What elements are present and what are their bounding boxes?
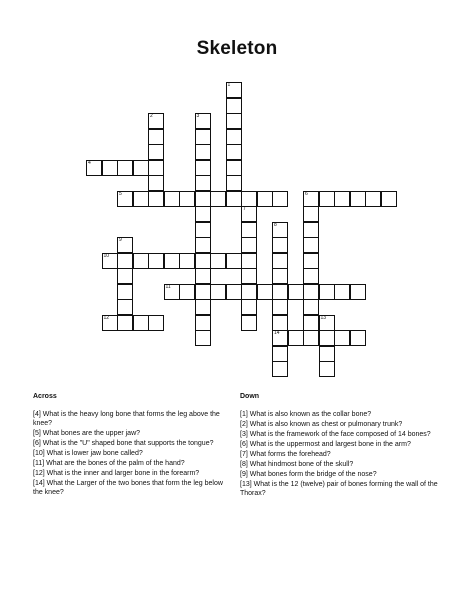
clue-text: What is the heavy long bone that forms the leg above the knee? bbox=[33, 411, 220, 427]
grid-cell[interactable] bbox=[241, 284, 257, 300]
grid-cell[interactable] bbox=[195, 160, 211, 176]
grid-cell[interactable] bbox=[226, 284, 242, 300]
grid-cell[interactable] bbox=[117, 315, 133, 331]
grid-cell[interactable] bbox=[148, 175, 164, 191]
grid-cell[interactable] bbox=[148, 315, 164, 331]
grid-cell[interactable] bbox=[272, 284, 288, 300]
grid-cell[interactable] bbox=[350, 330, 366, 346]
grid-cell[interactable] bbox=[365, 191, 381, 207]
grid-cell[interactable] bbox=[334, 191, 350, 207]
cell-number: 3 bbox=[196, 113, 200, 119]
grid-cell[interactable] bbox=[319, 330, 335, 346]
across-clue bbox=[33, 469, 233, 478]
grid-cell[interactable] bbox=[195, 129, 211, 145]
cell-number: 7 bbox=[243, 206, 246, 212]
clue-number: [8] bbox=[240, 461, 248, 468]
clue-number: [4] bbox=[33, 411, 41, 418]
clue-text: What the Larger of the two bones that form the leg below the knee? bbox=[33, 480, 223, 496]
clue-text: What is the "U" shaped bone that supports the tongue? bbox=[40, 440, 214, 447]
grid-cell[interactable] bbox=[272, 237, 288, 253]
grid-cell[interactable] bbox=[195, 315, 211, 331]
grid-cell[interactable] bbox=[303, 315, 319, 331]
grid-cell[interactable] bbox=[102, 160, 118, 176]
clue-number: [14] bbox=[33, 480, 45, 487]
grid-cell[interactable] bbox=[179, 253, 195, 269]
clue-number: [6] bbox=[240, 441, 248, 448]
grid-cell[interactable] bbox=[210, 253, 226, 269]
across-clue bbox=[33, 459, 233, 468]
grid-cell[interactable] bbox=[117, 268, 133, 284]
grid-cell[interactable] bbox=[148, 113, 164, 129]
across-clue bbox=[33, 439, 233, 448]
grid-cell[interactable] bbox=[179, 191, 195, 207]
clue-number: [5] bbox=[33, 430, 41, 437]
clue-number: [2] bbox=[240, 421, 248, 428]
grid-cell[interactable] bbox=[148, 129, 164, 145]
clue-number: [11] bbox=[33, 460, 45, 467]
grid-cell[interactable] bbox=[272, 253, 288, 269]
grid-cell[interactable] bbox=[133, 253, 149, 269]
cell-number: 5 bbox=[119, 190, 122, 197]
grid-cell[interactable] bbox=[226, 253, 242, 269]
clue-text: What bones are the upper jaw? bbox=[40, 430, 141, 437]
grid-cell[interactable] bbox=[381, 191, 397, 207]
grid-cell[interactable] bbox=[148, 253, 164, 269]
grid-cell[interactable] bbox=[195, 175, 211, 191]
clue-text: What forms the forehead? bbox=[247, 451, 331, 458]
grid-cell[interactable] bbox=[241, 268, 257, 284]
clue-number: [3] bbox=[240, 431, 248, 438]
grid-cell[interactable] bbox=[195, 268, 211, 284]
clue-number: [13] bbox=[240, 481, 252, 488]
grid-cell[interactable] bbox=[272, 346, 288, 362]
grid-cell[interactable] bbox=[226, 129, 242, 145]
grid-cell[interactable] bbox=[195, 237, 211, 253]
clue-text: What is the inner and larger bone in the forearm? bbox=[44, 470, 200, 477]
grid-cell[interactable] bbox=[86, 160, 102, 176]
clue-number: [1] bbox=[240, 411, 248, 418]
across-clue bbox=[33, 449, 233, 458]
grid-cell[interactable] bbox=[117, 237, 133, 253]
clue-number: [10] bbox=[33, 450, 45, 457]
grid-cell[interactable] bbox=[133, 160, 149, 176]
clue-text: What are the bones of the palm of the hand? bbox=[44, 460, 185, 467]
grid-cell[interactable] bbox=[303, 284, 319, 300]
grid-cell[interactable] bbox=[226, 191, 242, 207]
clue-text: What is also known as the collar bone? bbox=[247, 411, 372, 418]
clue-number: [9] bbox=[240, 471, 248, 478]
cell-number: 1 bbox=[227, 82, 231, 88]
down-clue bbox=[240, 460, 450, 469]
grid-cell[interactable] bbox=[272, 361, 288, 377]
grid-cell[interactable] bbox=[303, 222, 319, 238]
grid-cell[interactable] bbox=[117, 160, 133, 176]
grid-cell[interactable] bbox=[179, 284, 195, 300]
puzzle-title: Skeleton bbox=[196, 38, 278, 59]
grid-cell[interactable] bbox=[226, 98, 242, 114]
grid-cell[interactable] bbox=[319, 346, 335, 362]
grid-cell[interactable] bbox=[288, 284, 304, 300]
clue-text: What is also known as chest or pulmonary trunk? bbox=[247, 421, 403, 428]
grid-cell[interactable] bbox=[133, 315, 149, 331]
cell-number: 14 bbox=[274, 330, 280, 336]
grid-cell[interactable] bbox=[334, 284, 350, 300]
cell-number: 9 bbox=[119, 237, 122, 243]
grid-cell[interactable] bbox=[319, 284, 335, 300]
across-heading: Across bbox=[33, 393, 57, 400]
cell-number: 8 bbox=[274, 221, 277, 228]
across-clue bbox=[33, 479, 233, 497]
cell-number: 10 bbox=[103, 252, 110, 259]
grid-cell[interactable] bbox=[148, 144, 164, 160]
grid-cell[interactable] bbox=[210, 284, 226, 300]
grid-cell[interactable] bbox=[195, 113, 211, 129]
grid-cell[interactable] bbox=[226, 144, 242, 160]
grid-cell[interactable] bbox=[288, 330, 304, 346]
cell-number: 6 bbox=[305, 190, 308, 197]
clue-text: What hindmost bone of the skull? bbox=[247, 461, 354, 468]
grid-cell[interactable] bbox=[241, 191, 257, 207]
grid-cell[interactable] bbox=[195, 222, 211, 238]
grid-cell[interactable] bbox=[319, 315, 335, 331]
grid-cell[interactable] bbox=[241, 315, 257, 331]
grid-cell[interactable] bbox=[117, 284, 133, 300]
grid-cell[interactable] bbox=[241, 222, 257, 238]
across-clues bbox=[33, 393, 233, 498]
down-heading: Down bbox=[240, 393, 260, 400]
grid-cell[interactable] bbox=[303, 191, 319, 207]
across-clue bbox=[33, 429, 233, 438]
grid-cell[interactable] bbox=[226, 175, 242, 191]
clue-text: What bones form the bridge of the nose? bbox=[247, 471, 377, 478]
down-clues bbox=[240, 393, 450, 499]
grid-cell[interactable] bbox=[350, 191, 366, 207]
grid-cell[interactable] bbox=[272, 191, 288, 207]
grid-cell[interactable] bbox=[117, 299, 133, 315]
grid-cell[interactable] bbox=[257, 191, 273, 207]
grid-cell[interactable] bbox=[164, 284, 180, 300]
down-clue bbox=[240, 430, 450, 439]
grid-cell[interactable] bbox=[102, 253, 118, 269]
grid-cell[interactable] bbox=[319, 361, 335, 377]
grid-cell[interactable] bbox=[210, 191, 226, 207]
grid-cell[interactable] bbox=[164, 191, 180, 207]
cell-number: 2 bbox=[150, 113, 153, 119]
grid-cell[interactable] bbox=[226, 82, 242, 98]
grid-cell[interactable] bbox=[226, 160, 242, 176]
down-clue bbox=[240, 450, 450, 459]
grid-cell[interactable] bbox=[303, 237, 319, 253]
grid-cell[interactable] bbox=[319, 191, 335, 207]
across-clue bbox=[33, 410, 233, 428]
grid-cell[interactable] bbox=[303, 299, 319, 315]
grid-cell[interactable] bbox=[195, 330, 211, 346]
clue-text: What is lower jaw bone called? bbox=[44, 450, 143, 457]
grid-cell[interactable] bbox=[133, 191, 149, 207]
grid-cell[interactable] bbox=[303, 253, 319, 269]
grid-cell[interactable] bbox=[272, 330, 288, 346]
grid-cell[interactable] bbox=[195, 191, 211, 207]
grid-cell[interactable] bbox=[303, 206, 319, 222]
down-clue bbox=[240, 410, 450, 419]
grid-cell[interactable] bbox=[195, 284, 211, 300]
grid-cell[interactable] bbox=[195, 299, 211, 315]
grid-cell[interactable] bbox=[164, 253, 180, 269]
down-clue bbox=[240, 420, 450, 429]
grid-cell[interactable] bbox=[241, 253, 257, 269]
grid-cell[interactable] bbox=[117, 253, 133, 269]
clue-number: [7] bbox=[240, 451, 248, 458]
down-clue bbox=[240, 440, 450, 449]
cell-number: 4 bbox=[88, 159, 91, 166]
grid-cell[interactable] bbox=[350, 284, 366, 300]
grid-cell[interactable] bbox=[257, 284, 273, 300]
grid-cell[interactable] bbox=[303, 268, 319, 284]
clue-number: [12] bbox=[33, 470, 45, 477]
grid-cell[interactable] bbox=[226, 113, 242, 129]
clue-number: [6] bbox=[33, 440, 41, 447]
clue-text: What is the 12 (twelve) pair of bones forming the wall of the Thorax? bbox=[240, 481, 438, 497]
grid-cell[interactable] bbox=[117, 191, 133, 207]
down-clue bbox=[240, 480, 450, 498]
grid-cell[interactable] bbox=[195, 144, 211, 160]
grid-cell[interactable] bbox=[241, 299, 257, 315]
grid-cell[interactable] bbox=[272, 315, 288, 331]
grid-cell[interactable] bbox=[272, 268, 288, 284]
grid-cell[interactable] bbox=[195, 206, 211, 222]
grid-cell[interactable] bbox=[148, 191, 164, 207]
clue-text: What is the uppermost and largest bone in the arm? bbox=[247, 441, 411, 448]
down-clue bbox=[240, 470, 450, 479]
grid-cell[interactable] bbox=[303, 330, 319, 346]
cell-number: 13 bbox=[320, 314, 327, 321]
grid-cell[interactable] bbox=[272, 222, 288, 238]
grid-cell[interactable] bbox=[195, 253, 211, 269]
grid-cell[interactable] bbox=[241, 237, 257, 253]
grid-cell[interactable] bbox=[241, 206, 257, 222]
grid-cell[interactable] bbox=[148, 160, 164, 176]
cell-number: 12 bbox=[103, 314, 110, 321]
grid-cell[interactable] bbox=[272, 299, 288, 315]
clue-text: What is the framework of the face composed of 14 bones? bbox=[247, 431, 431, 438]
grid-cell[interactable] bbox=[334, 330, 350, 346]
grid-cell[interactable] bbox=[102, 315, 118, 331]
cell-number: 11 bbox=[165, 283, 171, 290]
